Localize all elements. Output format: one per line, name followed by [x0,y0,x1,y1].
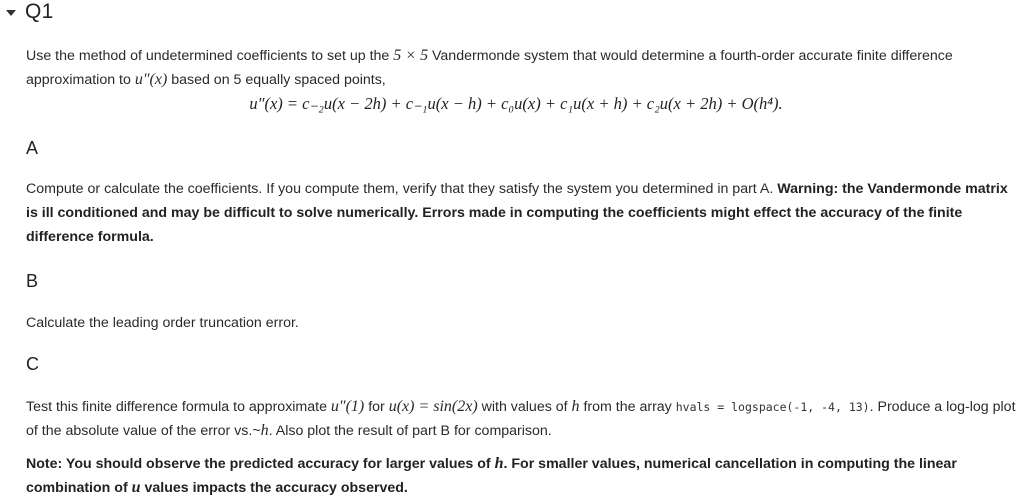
math-h: h [260,422,269,439]
part-a-paragraph [26,177,1016,249]
part-c-label: C [26,354,39,374]
question-title: Q1 [25,0,54,23]
part-c-text: for [364,399,389,415]
math-h: h [571,398,580,415]
intro-paragraph [26,44,1016,92]
note-text: Note: You should observe the predicted accuracy for larger values of [26,456,495,472]
part-b-text: Calculate the leading order truncation error. [26,315,299,331]
finite-difference-equation: u″(x) = c₋₂u(x − 2h) + c₋₁u(x − h) + c₀u(x) + c₁u(x + h) + c₂u(x + 2h) + O(h⁴). [249,94,783,113]
intro-text: Use the method of undetermined coefficients to set up the [26,48,394,64]
math-second-derivative-at-1: u″(1) [330,398,365,415]
part-c-paragraph [26,395,1016,443]
math-second-derivative: u″(x) [134,71,168,88]
math-u: u [131,479,141,496]
part-b-paragraph [26,311,1016,335]
part-c-text: . Also plot the result of part B for comparison. [268,423,552,439]
part-a-warning: Warning: the Vandermonde matrix is ill conditioned and may be difficult to solve numerically. Errors made in computing the coefficients might effect the accuracy of the finite difference formula. [26,181,1008,245]
note-paragraph [26,452,1016,500]
intro-text: Vandermonde system that would determine a fourth-order accurate finite difference approximation to [26,48,953,88]
part-b-label: B [26,271,39,291]
part-c-text: with values of [477,399,572,415]
math-h: h [494,455,504,472]
part-c-text: Test this finite difference formula to approximate [26,399,331,415]
caret-down-icon[interactable] [6,10,16,16]
part-c-text: from the array [579,399,676,415]
note-text: values impacts the accuracy observed. [140,480,408,496]
math-function-definition: u(x) = sin(2x) [388,398,478,415]
part-c-text: . Produce a log-log plot of the absolute value of the error vs.~ [26,399,1016,439]
code-hvals: hvals = logspace(-1, -4, 13) [675,400,870,414]
math-matrix-size: 5 × 5 [393,47,429,64]
part-a-label: A [26,138,39,158]
part-a-text: Compute or calculate the coefficients. If you compute them, verify that they satisfy the system you determined in part A. [26,181,778,197]
note-text: . For smaller values, numerical cancellation in computing the linear combination of [26,456,957,496]
question-header[interactable] [6,0,54,25]
intro-text: based on 5 equally spaced points, [167,72,386,88]
